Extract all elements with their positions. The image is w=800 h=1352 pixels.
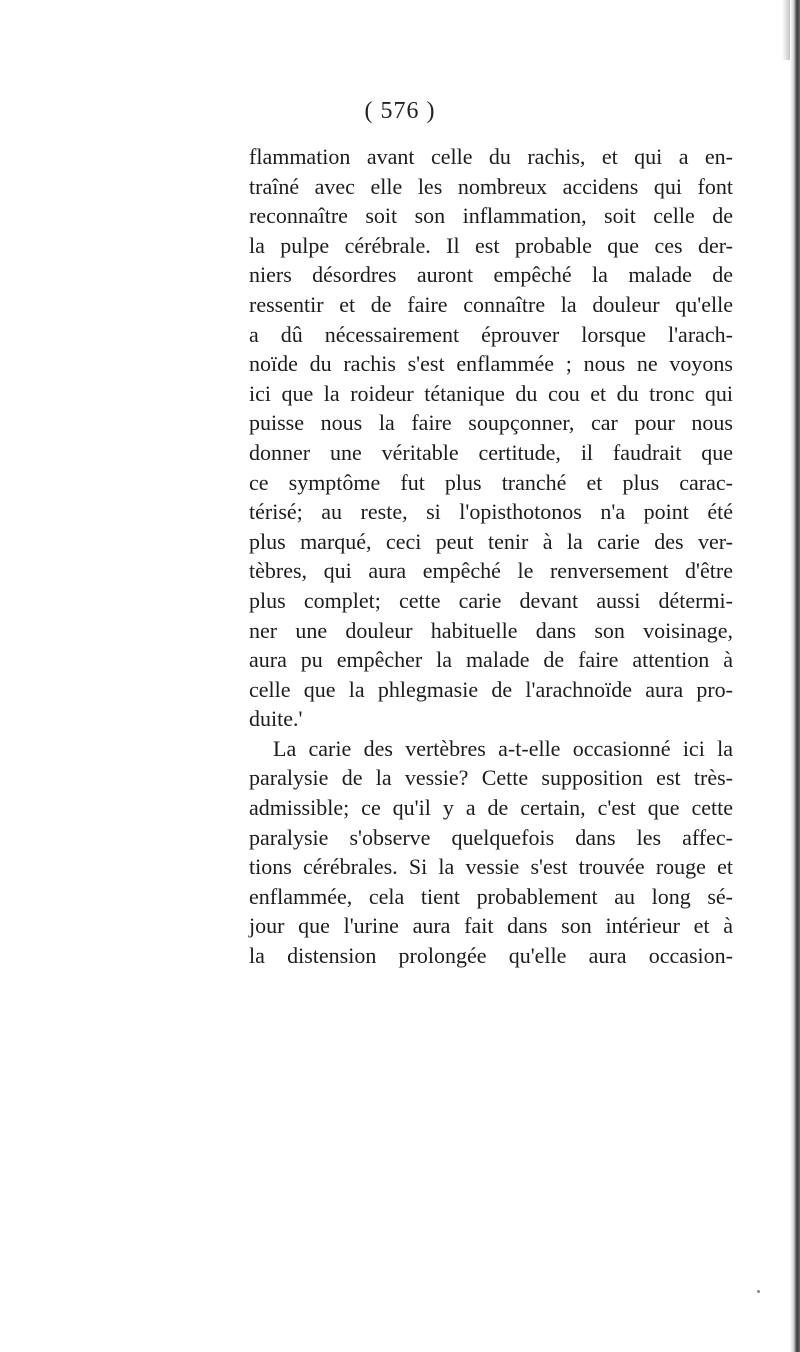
text-line: jour que l'urine aura fait dans son intérieur et à xyxy=(249,913,733,939)
text-line: paralysie s'observe quelquefois dans les affec- xyxy=(249,824,733,850)
text-line: reconnaître soit son inflammation, soit celle de xyxy=(249,203,733,229)
text-line: niers désordres auront empêché la malade de xyxy=(249,262,733,288)
text-line: donner une véritable certitude, il faudrait que xyxy=(249,439,733,465)
ink-speck xyxy=(757,1290,760,1293)
text-line: la pulpe cérébrale. Il est probable que ces der- xyxy=(249,232,733,258)
text-line: admissible; ce qu'il y a de certain, c'est que cette xyxy=(249,795,733,821)
text-line: ner une douleur habituelle dans son voisinage, xyxy=(249,617,733,643)
text-line: tèbres, qui aura empêché le renversement d'être xyxy=(249,558,733,584)
text-line: térisé; au reste, si l'opisthotonos n'a point été xyxy=(249,499,733,525)
text-line: plus complet; cette carie devant aussi détermi- xyxy=(249,587,733,613)
text-line: ici que la roideur tétanique du cou et du tronc qui xyxy=(249,380,733,406)
text-line: plus marqué, ceci peut tenir à la carie des ver- xyxy=(249,528,733,554)
text-line: la distension prolongée qu'elle aura occasion- xyxy=(249,943,733,969)
text-line: puisse nous la faire soupçonner, car pour nous xyxy=(249,410,733,436)
text-line: La carie des vertèbres a-t-elle occasionné ici la xyxy=(273,735,733,761)
body-text xyxy=(249,142,733,971)
text-line: paralysie de la vessie? Cette supposition est très- xyxy=(249,765,733,791)
text-line: flammation avant celle du rachis, et qui a en- xyxy=(249,144,733,169)
text-line: ressentir et de faire connaître la douleur qu'elle xyxy=(249,291,733,317)
text-line: enflammée, cela tient probablement au long sé- xyxy=(249,883,733,909)
text-line: celle que la phlegmasie de l'arachnoïde aura pro- xyxy=(249,676,733,702)
text-line: traîné avec elle les nombreux accidens qui font xyxy=(249,173,733,199)
text-line: tions cérébrales. Si la vessie s'est trouvée rouge et xyxy=(249,854,733,880)
page-number: ( 576 ) xyxy=(364,98,436,124)
page-edge-shadow xyxy=(790,0,800,1352)
text-line: a dû nécessairement éprouver lorsque l'arach- xyxy=(249,321,733,347)
text-line: duite.' xyxy=(249,706,303,732)
text-line: noïde du rachis s'est enflammée ; nous ne voyons xyxy=(249,351,733,377)
text-line: aura pu empêcher la malade de faire attention à xyxy=(249,647,733,673)
text-line: ce symptôme fut plus tranché et plus carac- xyxy=(249,469,733,495)
